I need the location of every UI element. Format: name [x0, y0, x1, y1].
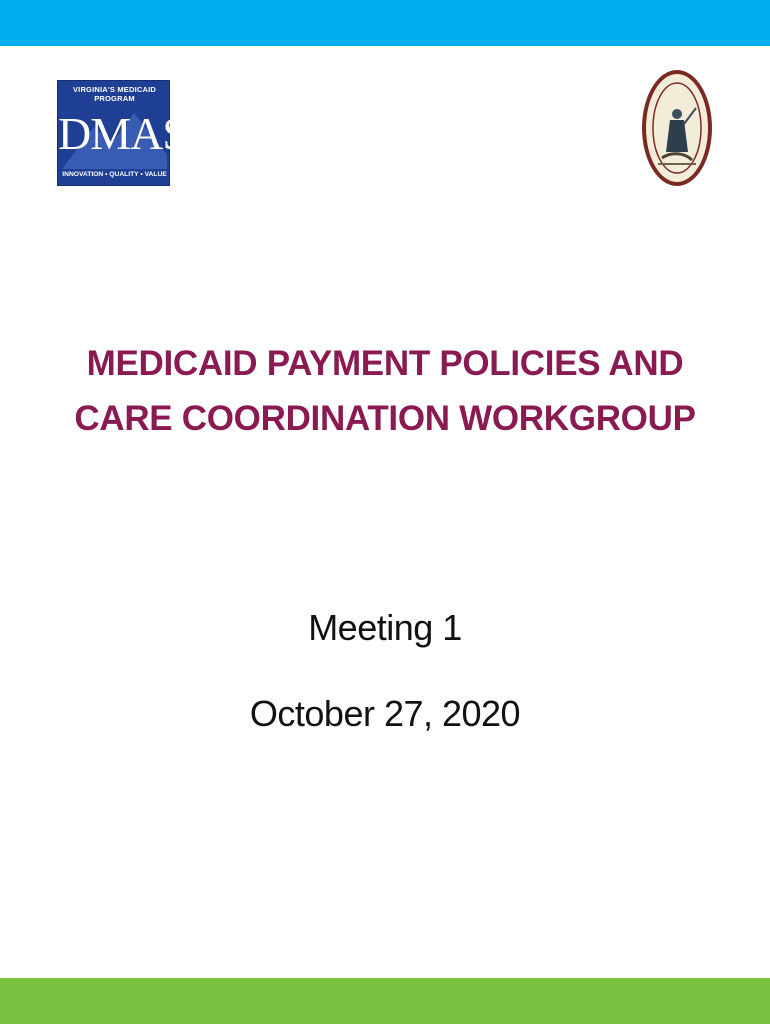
meeting-label: Meeting 1: [308, 607, 462, 648]
virginia-seal-icon: [640, 66, 714, 190]
dmas-logo: [57, 80, 187, 186]
logo-program-text: VIRGINIA'S MEDICAID PROGRAM: [72, 85, 157, 103]
slide-title-line-1: MEDICAID PAYMENT POLICIES AND: [86, 344, 684, 383]
logo-tagline: INNOVATION • QUALITY • VALUE: [62, 171, 167, 178]
bottom-accent-bar: [0, 978, 770, 1024]
slide-title-line-2: CARE COORDINATION WORKGROUP: [74, 399, 696, 438]
top-accent-bar: [0, 0, 770, 46]
meeting-date: October 27, 2020: [249, 693, 521, 734]
logo-wordmark: DMAS: [58, 108, 187, 159]
slide-title: [0, 336, 770, 446]
